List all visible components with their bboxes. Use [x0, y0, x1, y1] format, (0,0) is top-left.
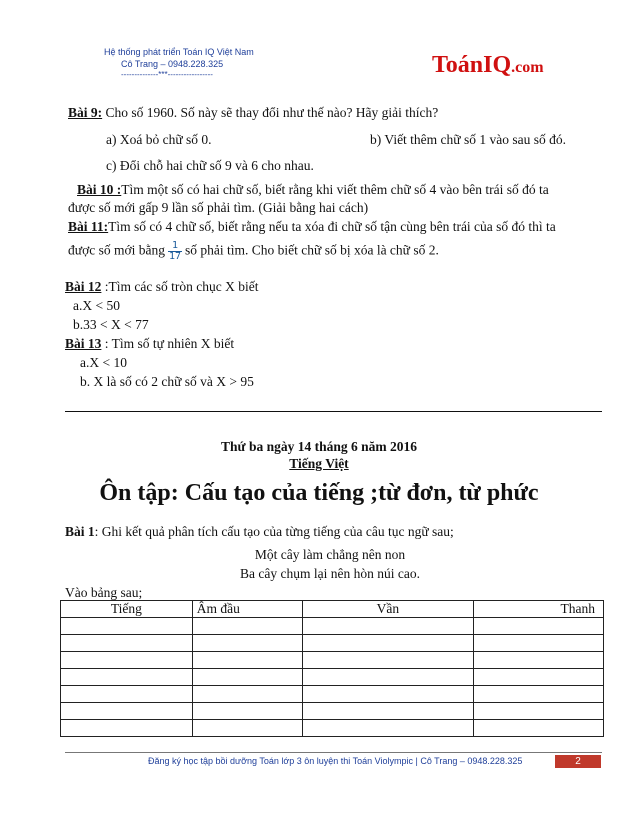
- header-divider: --------------***-----------------: [121, 70, 213, 79]
- bai10-line2: được số mới gấp 9 lần số phải tìm. (Giải bằng hai cách): [68, 200, 369, 215]
- bai9-option-b: b) Viết thêm chữ số 1 vào sau số đó.: [370, 132, 566, 147]
- table-cell[interactable]: [302, 686, 474, 703]
- bai13-option-b: b. X là số có 2 chữ số và X > 95: [80, 374, 254, 389]
- table-row: [61, 618, 604, 635]
- fraction-denominator: 17: [168, 251, 182, 262]
- table-cell[interactable]: [474, 652, 604, 669]
- table-cell[interactable]: [302, 720, 474, 737]
- proverb-line-1: Một cây làm chẳng nên non: [254, 547, 406, 562]
- header-org: Hệ thống phát triển Toán IQ Việt Nam: [104, 47, 254, 57]
- table-row: [61, 652, 604, 669]
- table-intro: Vào bảng sau;: [65, 585, 143, 600]
- table-row: [61, 635, 604, 652]
- bai13-option-a: a.X < 10: [80, 355, 127, 370]
- site-logo: [432, 52, 544, 79]
- bai9-label: Bài 9:: [68, 105, 103, 120]
- footer-rule: [65, 752, 602, 753]
- bai11-text1: Tìm số có 4 chữ số, biết rằng nếu ta xóa đi chữ số tận cùng bên trái của số đó thì ta: [108, 219, 556, 234]
- table-cell[interactable]: [61, 618, 193, 635]
- table-cell[interactable]: [61, 703, 193, 720]
- bai1-question: [65, 523, 454, 540]
- table-cell[interactable]: [192, 720, 302, 737]
- table-cell[interactable]: [302, 669, 474, 686]
- bai9-text: Cho số 1960. Số này sẽ thay đổi như thế nào? Hãy giải thích?: [102, 105, 439, 120]
- bai10-label: Bài 10 :: [77, 182, 122, 197]
- section-divider: [65, 411, 602, 412]
- lesson-title: Ôn tập: Cấu tạo của tiếng ;từ đơn, từ phức: [99, 480, 539, 506]
- table-cell[interactable]: [61, 652, 193, 669]
- page-number-badge: 2: [555, 755, 601, 768]
- header-contact: Cô Trang – 0948.228.325: [121, 59, 224, 69]
- table-cell[interactable]: [474, 669, 604, 686]
- bai1-text: : Ghi kết quả phân tích cấu tạo của từng tiếng của câu tục ngữ sau;: [94, 524, 454, 539]
- table-header-row: [61, 601, 604, 618]
- table-row: [61, 669, 604, 686]
- bai10-line1: [77, 181, 549, 198]
- bai1-label: Bài 1: [65, 524, 95, 539]
- table-cell[interactable]: [192, 618, 302, 635]
- bai11-line2: [68, 241, 439, 262]
- bai10-text1: Tìm một số có hai chữ số, biết rằng khi viết thêm chữ số 4 vào bên trái số đó ta: [121, 182, 549, 197]
- table-cell[interactable]: [192, 703, 302, 720]
- table-cell[interactable]: [302, 635, 474, 652]
- table-cell[interactable]: [302, 652, 474, 669]
- bai13-text: : Tìm số tự nhiên X biết: [101, 336, 235, 351]
- table-cell[interactable]: [474, 703, 604, 720]
- bai12-text: :Tìm các số tròn chục X biết: [101, 279, 259, 294]
- table-cell[interactable]: [474, 635, 604, 652]
- bai9-option-a: a) Xoá bỏ chữ số 0.: [106, 132, 212, 147]
- header-van: Vần: [302, 601, 474, 618]
- bai13-question: [65, 335, 234, 352]
- table-cell[interactable]: [61, 669, 193, 686]
- table-cell[interactable]: [474, 618, 604, 635]
- header-thanh: Thanh: [474, 601, 604, 618]
- header-tieng: Tiếng: [61, 601, 193, 618]
- footer-text: Đăng ký học tập bồi dưỡng Toán lớp 3 ôn luyện thi Toán Violympic | Cô Trang – 0948.228.325: [148, 756, 523, 766]
- table-cell[interactable]: [302, 703, 474, 720]
- bai11-text2-after: số phải tìm. Cho biết chữ số bị xóa là chữ số 2.: [185, 242, 439, 258]
- table-cell[interactable]: [474, 686, 604, 703]
- bai12-label: Bài 12: [65, 279, 102, 294]
- table-row: [61, 703, 604, 720]
- fraction-numerator: 1: [168, 241, 182, 252]
- bai13-label: Bài 13: [65, 336, 102, 351]
- bai11-text2-before: được số mới bằng: [68, 242, 165, 258]
- lesson-subject: Tiếng Việt: [289, 456, 349, 471]
- fraction-one-seventeenth: [168, 241, 182, 262]
- table-cell[interactable]: [61, 686, 193, 703]
- bai11-line1: [68, 218, 556, 235]
- analysis-table: [60, 600, 604, 737]
- bai9-question: [68, 104, 438, 121]
- table-cell[interactable]: [61, 635, 193, 652]
- bai11-label: Bài 11:: [68, 219, 109, 234]
- table-row: [61, 686, 604, 703]
- header-am-dau: Âm đầu: [192, 601, 302, 618]
- bai12-option-b: b.33 < X < 77: [73, 317, 149, 332]
- table-cell[interactable]: [192, 686, 302, 703]
- table-cell[interactable]: [192, 669, 302, 686]
- table-row: [61, 720, 604, 737]
- proverb-line-2: Ba cây chụm lại nên hòn núi cao.: [240, 566, 420, 581]
- table-cell[interactable]: [192, 652, 302, 669]
- table-cell[interactable]: [474, 720, 604, 737]
- bai12-question: [65, 278, 258, 295]
- lesson-date: Thứ ba ngày 14 tháng 6 năm 2016: [220, 439, 418, 454]
- bai12-option-a: a.X < 50: [73, 298, 120, 313]
- logo-main: ToánIQ: [432, 52, 512, 78]
- table-cell[interactable]: [192, 635, 302, 652]
- table-cell[interactable]: [302, 618, 474, 635]
- logo-suffix: .com: [511, 59, 544, 76]
- bai9-option-c: c) Đổi chỗ hai chữ số 9 và 6 cho nhau.: [106, 158, 314, 173]
- table-cell[interactable]: [61, 720, 193, 737]
